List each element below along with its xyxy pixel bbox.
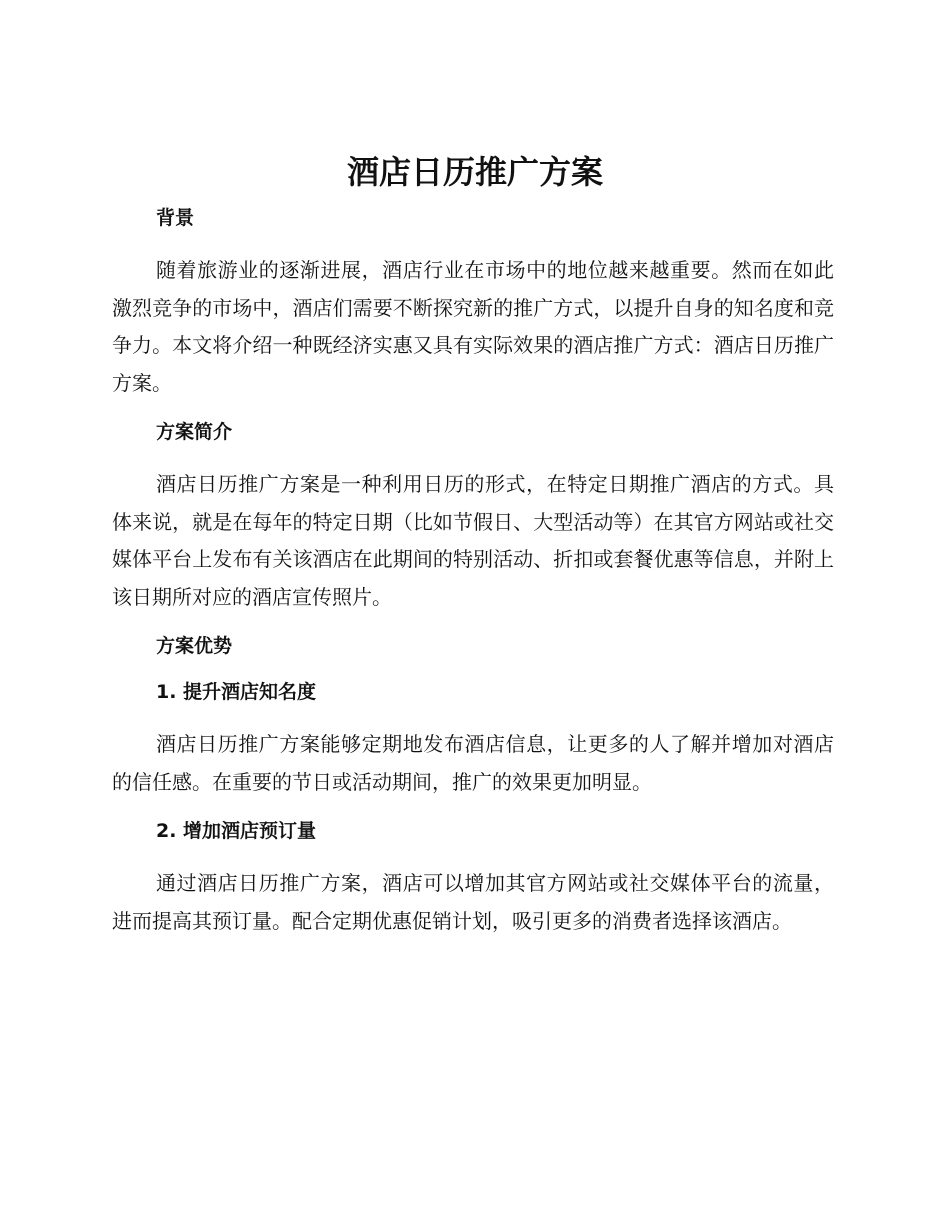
document-title: 酒店日历推广方案 [346, 153, 603, 191]
heading-background: 背景 [156, 207, 195, 229]
heading-intro: 方案简介 [156, 421, 233, 443]
paragraph-advantage-1: 酒店日历推广方案能够定期地发布酒店信息，让更多的人了解并增加对酒店的信任感。在重要的节日或活动期间，推广的效果更加明显。 [112, 732, 834, 794]
heading-advantage-2: 2. 增加酒店预订量 [156, 820, 317, 842]
paragraph-background: 随着旅游业的逐渐进展，酒店行业在市场中的地位越来越重要。然而在如此激烈竞争的市场中，酒店们需要不断探究新的推广方式，以提升自身的知名度和竞争力。本文将介绍一种既经济实惠又具有实际效果的酒店推广方式：酒店日历推广方案。 [112, 258, 834, 395]
heading-advantages: 方案优势 [156, 635, 233, 657]
heading-advantage-1: 1. 提升酒店知名度 [156, 681, 317, 703]
paragraph-advantage-2: 通过酒店日历推广方案，酒店可以增加其官方网站或社交媒体平台的流量，进而提高其预订量。配合定期优惠促销计划，吸引更多的消费者选择该酒店。 [112, 871, 834, 933]
document-body [112, 200, 834, 940]
paragraph-intro: 酒店日历推广方案是一种利用日历的形式，在特定日期推广酒店的方式。具体来说，就是在每年的特定日期（比如节假日、大型活动等）在其官方网站或社交媒体平台上发布有关该酒店在此期间的特别活动、折扣或套餐优惠等信息，并附上该日期所对应的酒店宣传照片。 [112, 472, 834, 609]
